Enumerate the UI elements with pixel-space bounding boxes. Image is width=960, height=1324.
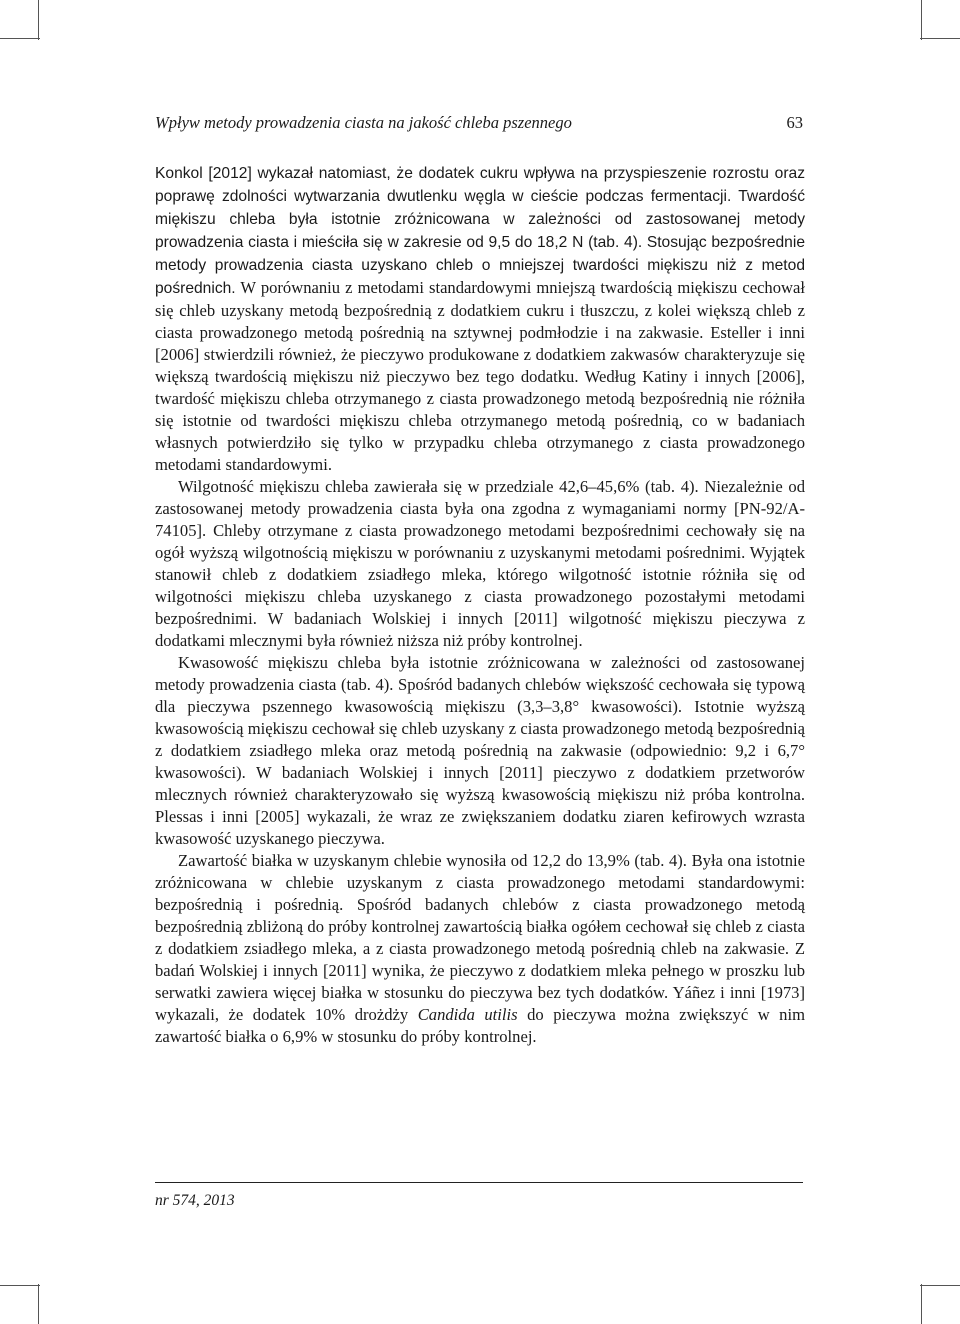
paragraph-2 (155, 476, 805, 652)
sentence: Według Katiny i innych [2006], twardość miękiszu chleba otrzymanego z ciasta prowadzonego metodą bezpośrednią nie różniła się istotnie od twardości miękiszu chleba otrzymanego metodą pośrednią, co w badaniach własnych potwierdziło się tylko w przypadku chleba otrzymanego z ciasta prowadzonego metodami standardowymi. (155, 367, 805, 474)
paragraph-1 (155, 162, 805, 476)
body-text (155, 162, 805, 1048)
paragraph-4 (155, 850, 805, 1048)
footer-rule (155, 1182, 803, 1183)
crop-mark (38, 0, 39, 40)
sentence: Esteller i inni [2006] stwierdzili również, że pieczywo produkowane z dodatkiem zakwasów charakteryzuje się większą twardością miękiszu niż pieczywo bez tego dodatku. (155, 323, 805, 386)
sentence: Twardość miękiszu chleba była istotnie zróżnicowana w zależności od zastosowanej metody prowadzenia ciasta i mieściła się w zakresie od 9,5 do 18,2 N (tab. 4). (155, 188, 805, 251)
crop-mark (38, 1284, 39, 1324)
crop-mark (920, 1285, 960, 1286)
sentence: Wilgotność miękiszu chleba zawierała się w przedziale 42,6–45,6% (tab. 4). Niezależnie od zastosowanej metody prowadzenia ciasta była ona zgodna z wymaganiami normy [PN-92/A-74105]. (155, 477, 805, 540)
running-header (155, 113, 803, 133)
sentence: Konkol [2012] wykazał natomiast, że dodatek cukru wpływa na przyspieszenie rozrostu oraz poprawę zdolności wytwarzania dwutlenku węgla w cieście podczas fermentacji. (155, 165, 805, 205)
sentence: Zawartość białka w uzyskanym chlebie wynosiła od 12,2 do 13,9% (tab. 4). Była ona istotnie zróżnicowana w chlebie uzyskanym z ciasta prowadzonego metodami standardowymi: bezpośrednią i pośrednią. (155, 851, 805, 914)
crop-mark (920, 38, 960, 39)
crop-mark (0, 38, 40, 39)
crop-mark (0, 1285, 40, 1286)
paragraph-3 (155, 652, 805, 850)
sentence: do pieczywa można zwiększyć w nim zawartość białka o 6,9% w stosunku do próby kontrolnej. (155, 1005, 805, 1046)
sentence: W porównaniu z metodami standardowymi mniejszą twardością miękiszu cechował się chleb uzyskany metodą bezpośrednią z dodatkiem cukru i tłuszczu, z kolei większą chleb z ciasta prowadzonego metodą pośrednią na sztywnej podmłodzie i na zakwasie. (155, 278, 805, 342)
species-name: Candida utilis (417, 1005, 518, 1024)
paragraph-text: Kwasowość miękiszu chleba była istotnie zróżnicowana w zależności od zastosowanej metody prowadzenia ciasta (tab. 4). Spośród badanych chlebów większość cechowała się typową dla pieczywa pszennego kwasowością miękiszu (3,3–3,8° kwasowości). Istotnie wyższą kwasowością miękiszu cechował się chleb uzyskany z ciasta prowadzonego metodą bezpośrednią z dodatkiem zsiadłego mleka oraz metodą pośrednią na zakwasie (odpowiednio: 9,2 i 6,7° kwasowości). W badaniach Wolskiej i innych [2011] pieczywo z dodatkiem przetworów mlecznych również charakteryzowało się wyższą kwasowością miękiszu niż próba kontrolna. Plessas i inni [2005] wykazali, że wraz ze zwiększaniem dodatku ziaren kefirowych wzrasta kwasowość uzyskanego pieczywa. (155, 653, 805, 848)
sentence: Stosując bezpośrednie metody prowadzenia ciasta uzyskano chleb o mniejszej twardości miękiszu niż z metod pośrednich. (155, 234, 805, 297)
sentence: Spośród badanych chlebów z ciasta prowadzonego metodą bezpośrednią zbliżoną do próby kontrolnej zawartością białka ogółem cechował się chleb z ciasta z dodatkiem zsiadłego mleka, a z ciasta prowadzonego metodą pośrednią chleb na zakwasie. Z badań Wolskiej i innych [2011] wynika, że pieczywo z dodatkiem mleka pełnego w proszku lub serwatki zawiera więcej białka w stosunku do pieczywa bez tych dodatków. Yáñez i inni [1973] wykazali, że dodatek 10% drożdży (155, 895, 805, 1024)
crop-mark (921, 1284, 922, 1324)
running-title: Wpływ metody prowadzenia ciasta na jakość chleba pszennego (155, 113, 572, 132)
crop-mark (921, 0, 922, 40)
page-number: 63 (786, 113, 803, 132)
footer-issue: nr 574, 2013 (155, 1192, 235, 1209)
sentence: Chleby otrzymane z ciasta prowadzonego metodami bezpośrednimi cechowały się na ogół wyższą wilgotnością miękiszu w porównaniu z uzyskanymi metodami pośrednimi. Wyjątek stanowił chleb z dodatkiem zsiadłego mleka, którego wilgotność istotnie różniła się od wilgotności miękiszu chleba uzyskanego z ciasta prowadzonego pozostałymi metodami bezpośrednimi. W badaniach Wolskiej i innych [2011] wilgotność miękiszu pieczywa z dodatkami mlecznymi była również niższa niż próby kontrolnej. (155, 521, 805, 650)
